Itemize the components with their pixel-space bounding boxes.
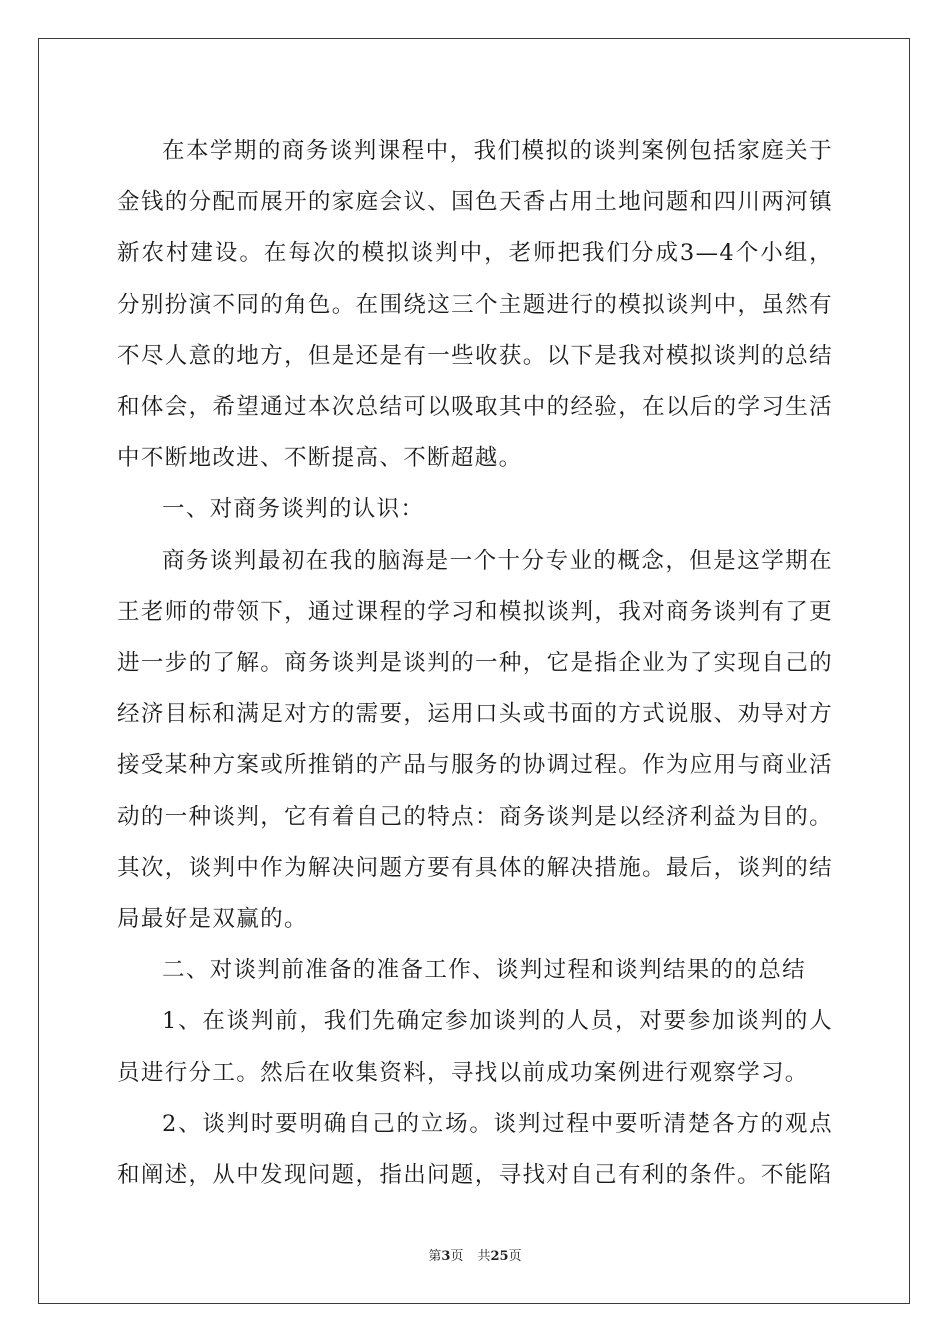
footer-page-suffix: 页	[450, 1249, 464, 1264]
heading-section-2: 二、对谈判前准备的准备工作、谈判过程和谈判结果的的总结	[162, 957, 806, 984]
footer-page-number: 3	[441, 1249, 451, 1264]
page-footer	[0, 1245, 950, 1264]
paragraph-point-2: 2、谈判时要明确自己的立场。谈判过程中要听清楚各方的观点和阐述，从中发现问题，指出问题，寻找对自己有利的条件。不能陷	[117, 1110, 833, 1189]
footer-total-suffix: 页	[508, 1249, 522, 1264]
document-body	[117, 126, 833, 1201]
paragraph-point-1: 1、在谈判前，我们先确定参加谈判的人员，对要参加谈判的人员进行分工。然后在收集资料，寻找以前成功案例进行观察学习。	[117, 1008, 833, 1086]
footer-total-pages: 25	[490, 1249, 509, 1264]
heading-section-1: 一、对商务谈判的认识：	[162, 496, 425, 523]
footer-total-prefix: 共	[477, 1249, 491, 1264]
paragraph-intro: 在本学期的商务谈判课程中，我们模拟的谈判案例包括家庭关于金钱的分配而展开的家庭会议、国色天香占用土地问题和四川两河镇新农村建设。在每次的模拟谈判中，老师把我们分成3—4个小组，分别扮演不同的角色。在围绕这三个主题进行的模拟谈判中，虽然有不尽人意的地方，但是还是有一些收获。以下是我对模拟谈判的总结和体会，希望通过本次总结可以吸取其中的经验，在以后的学习生活中不断地改进、不断提高、不断超越。	[117, 138, 833, 472]
footer-page-prefix: 第	[428, 1249, 442, 1264]
paragraph-understanding: 商务谈判最初在我的脑海是一个十分专业的概念，但是这学期在王老师的带领下，通过课程的学习和模拟谈判，我对商务谈判有了更进一步的了解。商务谈判是谈判的一种，它是指企业为了实现自己的经济目标和满足对方的需要，运用口头或书面的方式说服、劝导对方接受某种方案或所推销的产品与服务的协调过程。作为应用与商业活动的一种谈判，它有着自己的特点：商务谈判是以经济利益为目的。其次，谈判中作为解决问题方要有具体的解决措施。最后，谈判的结局最好是双赢的。	[117, 547, 833, 933]
